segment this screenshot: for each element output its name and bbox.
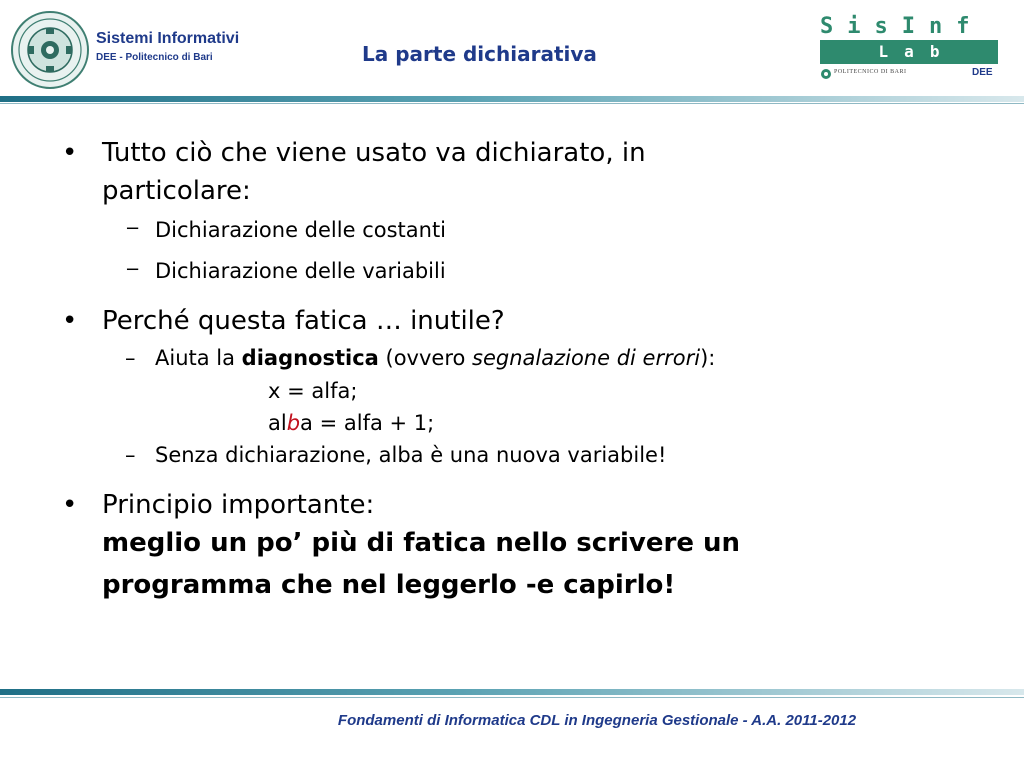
bullet-text: Principio importante: <box>102 490 375 520</box>
sub-bullet-text: Dichiarazione delle variabili <box>155 259 446 283</box>
bullet-marker: • <box>62 138 78 168</box>
sub-bullet-bold: diagnostica <box>241 346 379 370</box>
sub-bullet-text: ): <box>700 346 716 370</box>
code-highlight: b <box>286 411 301 435</box>
code-text: a = alfa + 1; <box>300 411 435 435</box>
sub-bullet-text: Aiuta la <box>155 346 242 370</box>
slide-title: La parte dichiarativa <box>362 42 597 66</box>
bullet-marker: • <box>62 490 78 520</box>
bullet-item <box>62 134 962 210</box>
lab-poli-text: POLITECNICO DI BARI <box>834 69 907 75</box>
footer-divider-thin <box>0 697 1024 698</box>
header-divider-thin <box>0 103 1024 104</box>
dash-marker: − <box>125 218 141 239</box>
sub-bullet-text: Senza dichiarazione, alba è una nuova variabile! <box>155 443 667 467</box>
footer-text <box>0 712 1024 729</box>
code-text: al <box>268 411 287 435</box>
footer-label: Fondamenti di Informatica CDL in Ingegneria Gestionale - A.A. 2011-2012 <box>337 712 857 729</box>
footer-divider <box>0 689 1024 695</box>
sub-bullet-italic: segnalazione di errori <box>472 346 701 370</box>
lab-logo-footer <box>820 68 1000 82</box>
code-line <box>62 407 962 439</box>
dash-marker: – <box>125 346 136 370</box>
bullet-text: Tutto ciò che viene usato va dichiarato, in <box>102 138 646 168</box>
sisinf-logo-text: SisInf <box>820 14 984 39</box>
sub-bullet-item <box>62 439 962 472</box>
org-title: Sistemi Informativi <box>96 30 240 47</box>
bullet-text: particolare: <box>102 176 251 206</box>
header-divider <box>0 96 1024 102</box>
bullet-marker: • <box>62 306 78 336</box>
sub-bullet-item <box>62 342 962 375</box>
lab-dee-text: DEE <box>972 67 993 78</box>
dash-marker: – <box>125 443 136 467</box>
bullet-bold-text: programma che nel leggerlo -e capirlo! <box>102 570 676 600</box>
bullet-text: Perché questa fatica … inutile? <box>102 306 505 336</box>
sub-bullet-text: Dichiarazione delle costanti <box>155 218 447 242</box>
bullet-item <box>62 302 962 340</box>
slide-content <box>62 134 962 608</box>
lab-logo-bar: Lab <box>820 40 998 64</box>
code-line <box>62 375 962 407</box>
bullet-item <box>62 486 962 608</box>
dash-marker: − <box>125 259 141 280</box>
code-text: x = alfa; <box>268 379 358 403</box>
org-subtitle: DEE - Politecnico di Bari <box>96 52 213 63</box>
politecnico-seal-logo <box>10 10 90 90</box>
sub-bullet-text: (ovvero <box>378 346 473 370</box>
sub-bullet-item <box>62 255 962 288</box>
sub-bullet-item <box>62 214 962 247</box>
gear-icon <box>820 68 832 80</box>
bullet-bold-text: meglio un po’ più di fatica nello scrivere un <box>102 528 741 558</box>
